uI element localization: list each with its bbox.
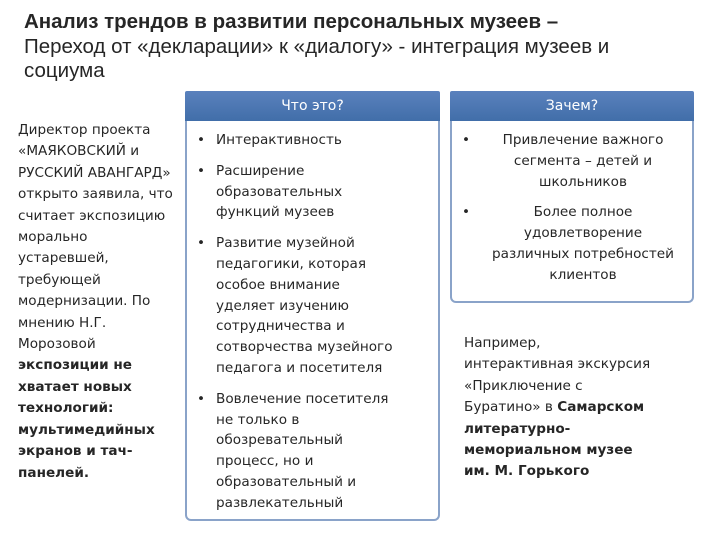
bullet-line: педагога и посетителя — [216, 359, 383, 376]
sidebar-text-line: морально — [18, 229, 88, 246]
bullet-line: развлекательный — [216, 494, 344, 511]
bullet-line: особое внимание — [216, 276, 340, 293]
why-header: Зачем? — [450, 91, 694, 121]
bullet-item — [456, 202, 688, 285]
bullet-line: образовательных — [216, 183, 343, 200]
example-line — [464, 397, 694, 418]
sidebar-text-line: технологий: — [18, 400, 114, 417]
sidebar-text-line: Директор проекта — [18, 122, 151, 138]
title-line-3: социума — [24, 59, 105, 82]
bullet-item — [191, 130, 427, 151]
sidebar-text-line: мнению Н.Г. — [18, 314, 107, 331]
why-panel — [450, 93, 694, 303]
example-line: интерактивная экскурсия — [464, 356, 651, 373]
bullet-line: клиентов — [549, 266, 617, 283]
sidebar-text-line: мультимедийных — [18, 421, 155, 438]
bullet-line: сотрудничества и — [216, 318, 345, 335]
example-line: им. М. Горького — [464, 463, 590, 480]
bullet-line: школьников — [539, 173, 627, 190]
bullet-line: образовательный и — [216, 473, 357, 490]
sidebar-text-line: модернизации. По — [18, 293, 151, 310]
example-text — [464, 333, 694, 483]
bullet-item — [456, 130, 688, 192]
sidebar-text-line: Морозовой — [18, 336, 96, 353]
bullet-line: • Развитие музейной — [216, 235, 355, 252]
sidebar-text-line: РУССКИЙ АВАНГАРД» — [18, 164, 171, 181]
sidebar-text-line: хватает новых — [18, 378, 132, 395]
example-line-part: Самарском — [557, 399, 645, 416]
bullet-line: не только в — [216, 411, 300, 428]
bullet-line: сегмента – детей и — [513, 152, 653, 169]
example-line: Например, — [464, 335, 541, 351]
sidebar-text-line: открыто заявила, что — [18, 186, 173, 203]
example-line-part: Буратино» в — [464, 399, 558, 416]
sidebar-text-line: требующей — [18, 271, 101, 288]
what-is-it-bullet-list — [191, 130, 427, 524]
bullet-item — [191, 233, 427, 379]
bullet-line: обозревательный — [216, 432, 344, 449]
bullet-line: • Расширение — [216, 162, 305, 179]
title-line-2: Переход от «декларации» к «диалогу» - интеграция музеев и — [24, 34, 610, 58]
sidebar-text-line: экспозиции не — [18, 357, 132, 374]
sidebar-text-line: устаревшей, — [18, 250, 109, 267]
bullet-item — [191, 161, 427, 223]
bullet-line: удовлетворение — [523, 225, 643, 242]
bullet-line: педагогики, которая — [216, 255, 367, 272]
sidebar-text-line: считает экспозицию — [18, 207, 166, 224]
bullet-line: • Интерактивность — [216, 132, 342, 148]
example-line: «Приключение с — [464, 377, 583, 394]
sidebar-text-line: панелей. — [18, 464, 90, 481]
bullet-line: процесс, но и — [216, 453, 314, 470]
director-quote-text — [18, 120, 193, 484]
example-line: мемориальном музее — [464, 442, 633, 459]
bullet-line: функций музеев — [216, 204, 335, 221]
slide-title — [24, 10, 704, 84]
bullet-line: различных потребностей — [491, 245, 675, 262]
what-is-it-panel — [185, 93, 440, 521]
bullet-item — [191, 389, 427, 514]
example-line: литературно- — [464, 420, 571, 437]
why-bullet-list — [456, 130, 688, 296]
bullet-line: уделяет изучению — [216, 297, 349, 314]
sidebar-text-line: «МАЯКОВСКИЙ и — [18, 143, 140, 160]
sidebar-text-line: экранов и тач- — [18, 443, 133, 460]
title-line-1: Анализ трендов в развитии персональных музеев – — [24, 10, 559, 33]
bullet-line: • Привлечение важного — [502, 132, 664, 148]
bullet-line: сотворчества музейного — [216, 339, 393, 356]
bullet-line: • Более полное — [533, 204, 633, 221]
bullet-line: • Вовлечение посетителя — [216, 390, 389, 407]
what-is-it-header: Что это? — [185, 91, 440, 121]
